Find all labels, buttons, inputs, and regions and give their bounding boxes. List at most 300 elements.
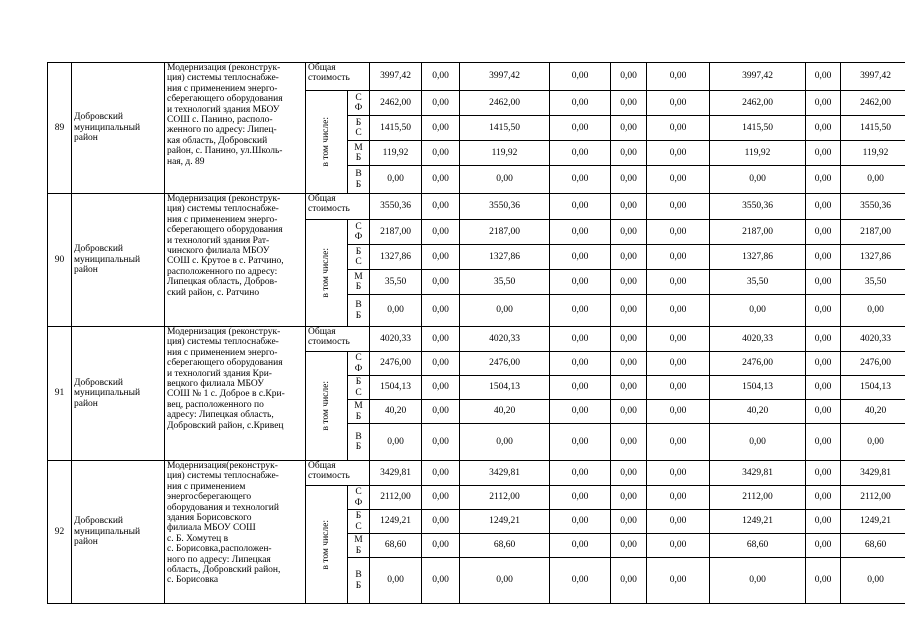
amount-cell: 1504,13 (841, 376, 905, 400)
funding-code-letter: Б (355, 545, 362, 556)
program-table (47, 62, 905, 604)
amount-cell: 0,00 (422, 461, 460, 486)
description-line: здания Борисовского (167, 513, 252, 524)
amount-cell: 0,00 (806, 295, 841, 327)
total-cost-label-line: стоимость (308, 204, 350, 215)
total-cost-label-line: стоимость (308, 337, 350, 348)
amount-cell: 40,20 (370, 400, 422, 424)
including-label-cell (306, 486, 348, 604)
description-line: ного по адресу: Липецкая (167, 554, 271, 565)
funding-code-letter: Б (355, 246, 362, 257)
entry-number: 92 (48, 461, 72, 604)
amount-cell: 0,00 (806, 352, 841, 376)
municipality-name: Добровский муниципальный район (72, 63, 165, 194)
amount-cell: 0,00 (611, 558, 647, 604)
amount-cell: 2112,00 (460, 486, 550, 510)
amount-cell: 119,92 (841, 141, 905, 166)
amount-cell: 0,00 (460, 558, 550, 604)
description-line: Липецкая область, Добров- (167, 277, 278, 288)
amount-cell: 0,00 (806, 461, 841, 486)
amount-cell: 2476,00 (710, 352, 806, 376)
amount-cell: 0,00 (806, 558, 841, 604)
amount-cell: 0,00 (611, 91, 647, 116)
amount-cell: 0,00 (422, 91, 460, 116)
funding-code-letter: М (354, 535, 363, 546)
amount-cell: 0,00 (550, 327, 611, 352)
amount-cell: 68,60 (370, 534, 422, 558)
funding-code-letter: С (355, 487, 362, 498)
amount-cell: 0,00 (422, 220, 460, 245)
amount-cell: 0,00 (806, 166, 841, 194)
funding-code-letter: Б (355, 179, 362, 190)
funding-code-letter: М (354, 401, 363, 412)
amount-cell: 0,00 (806, 220, 841, 245)
amount-cell: 0,00 (422, 400, 460, 424)
description-line: район, с. Панино, ул.Школь- (167, 146, 283, 157)
entry-number: 89 (48, 63, 72, 194)
description-line: ция) системы теплоснабже- (167, 471, 279, 482)
total-cost-label-line: стоимость (308, 471, 350, 482)
funding-code-letter: В (355, 431, 362, 442)
amount-cell: 0,00 (422, 116, 460, 141)
amount-cell: 0,00 (647, 270, 710, 295)
amount-cell: 0,00 (806, 327, 841, 352)
funding-code-letter: С (355, 257, 362, 267)
amount-cell: 0,00 (647, 220, 710, 245)
amount-cell: 0,00 (550, 116, 611, 141)
amount-cell: 0,00 (422, 327, 460, 352)
amount-cell: 4020,33 (710, 327, 806, 352)
amount-cell: 3550,36 (841, 194, 905, 220)
amount-cell: 1249,21 (841, 510, 905, 534)
description-line: сберегающего оборудования (167, 358, 283, 369)
amount-cell: 2187,00 (710, 220, 806, 245)
amount-cell: 0,00 (647, 245, 710, 270)
amount-cell: 0,00 (422, 352, 460, 376)
amount-cell: 0,00 (647, 486, 710, 510)
description-line: чинского филиала МБОУ (167, 246, 270, 257)
amount-cell: 0,00 (647, 295, 710, 327)
amount-cell: 0,00 (647, 558, 710, 604)
amount-cell: 0,00 (710, 295, 806, 327)
description-line: ция) системы теплоснабже- (167, 204, 279, 215)
project-description (165, 194, 306, 327)
description-line: ния с применением энерго- (167, 83, 278, 94)
funding-code-letter: Б (355, 442, 362, 452)
amount-cell: 1415,50 (841, 116, 905, 141)
funding-source-code (348, 270, 370, 295)
amount-cell: 0,00 (422, 141, 460, 166)
amount-cell: 0,00 (550, 63, 611, 91)
description-line: и технологий здания Кри- (167, 368, 272, 379)
total-cost-label-line: стоимость (308, 73, 350, 84)
including-label: в том числе: (321, 381, 332, 431)
amount-cell: 0,00 (422, 245, 460, 270)
funding-code-letter: М (354, 271, 363, 282)
amount-cell: 0,00 (370, 424, 422, 461)
funding-source-code (348, 486, 370, 510)
description-line: Модернизация (реконструк- (167, 194, 281, 204)
including-label: в том числе: (321, 519, 332, 570)
amount-cell: 0,00 (460, 295, 550, 327)
amount-cell: 0,00 (611, 327, 647, 352)
amount-cell: 0,00 (647, 461, 710, 486)
entry-total-row (48, 327, 905, 352)
amount-cell: 0,00 (550, 194, 611, 220)
funding-code-letter: Ф (354, 103, 363, 113)
total-cost-label (306, 194, 370, 220)
amount-cell: 0,00 (422, 534, 460, 558)
amount-cell: 0,00 (806, 534, 841, 558)
total-cost-label (306, 327, 370, 352)
funding-code-letter: Ф (354, 497, 363, 508)
amount-cell: 40,20 (841, 400, 905, 424)
amount-cell: 0,00 (370, 166, 422, 194)
amount-cell: 2187,00 (460, 220, 550, 245)
amount-cell: 0,00 (806, 270, 841, 295)
amount-cell: 4020,33 (370, 327, 422, 352)
amount-cell: 1249,21 (710, 510, 806, 534)
amount-cell: 0,00 (611, 63, 647, 91)
amount-cell: 0,00 (611, 534, 647, 558)
description-line: ский район, с. Ратчино (167, 287, 260, 298)
amount-cell: 0,00 (647, 116, 710, 141)
amount-cell: 1327,86 (841, 245, 905, 270)
amount-cell: 1415,50 (370, 116, 422, 141)
amount-cell: 0,00 (422, 558, 460, 604)
funding-source-code (348, 558, 370, 604)
including-label: в том числе: (321, 117, 332, 167)
amount-cell: 3429,81 (710, 461, 806, 486)
amount-cell: 0,00 (611, 295, 647, 327)
funding-code-letter: Б (355, 117, 362, 128)
amount-cell: 0,00 (611, 270, 647, 295)
including-label-cell (306, 220, 348, 327)
amount-cell: 0,00 (370, 295, 422, 327)
funding-source-code (348, 220, 370, 245)
amount-cell: 35,50 (460, 270, 550, 295)
amount-cell: 0,00 (611, 220, 647, 245)
total-cost-label-line: Общая (308, 63, 336, 73)
amount-cell: 0,00 (550, 534, 611, 558)
funding-code-letter: Ф (354, 232, 363, 242)
funding-code-letter: В (355, 300, 362, 311)
entry-total-row (48, 63, 905, 91)
amount-cell: 0,00 (460, 424, 550, 461)
amount-cell: 0,00 (611, 486, 647, 510)
amount-cell: 0,00 (710, 166, 806, 194)
description-line: СОШ № 1 с. Доброе в с.Кри- (167, 389, 285, 400)
amount-cell: 0,00 (550, 295, 611, 327)
description-line: ния с применением энерго- (167, 214, 278, 225)
amount-cell: 0,00 (611, 461, 647, 486)
amount-cell: 2112,00 (710, 486, 806, 510)
amount-cell: 0,00 (806, 486, 841, 510)
amount-cell: 0,00 (647, 534, 710, 558)
amount-cell: 3997,42 (710, 63, 806, 91)
funding-source-code (348, 295, 370, 327)
description-line: ная, д. 89 (167, 156, 205, 167)
amount-cell: 3997,42 (841, 63, 905, 91)
amount-cell: 0,00 (550, 376, 611, 400)
amount-cell: 3429,81 (460, 461, 550, 486)
amount-cell: 68,60 (710, 534, 806, 558)
funding-source-code (348, 166, 370, 194)
amount-cell: 0,00 (422, 424, 460, 461)
amount-cell: 68,60 (841, 534, 905, 558)
funding-code-letter: С (355, 92, 362, 103)
including-label: в том числе: (321, 248, 332, 298)
amount-cell: 0,00 (611, 400, 647, 424)
funding-source-code (348, 424, 370, 461)
description-line: с. Борисовка,расположен- (167, 544, 272, 555)
amount-cell: 0,00 (611, 116, 647, 141)
description-line: кая область, Добровский (167, 135, 268, 146)
amount-cell: 3997,42 (460, 63, 550, 91)
amount-cell: 0,00 (806, 245, 841, 270)
description-line: с. Б. Хомутец в (167, 533, 229, 544)
amount-cell: 2187,00 (370, 220, 422, 245)
amount-cell: 0,00 (611, 352, 647, 376)
description-line: адресу: Липецкая область, (167, 410, 274, 421)
amount-cell: 0,00 (550, 352, 611, 376)
funding-code-letter: Б (355, 310, 362, 321)
amount-cell: 0,00 (806, 424, 841, 461)
amount-cell: 2462,00 (370, 91, 422, 116)
funding-source-code (348, 245, 370, 270)
description-line: ция) системы теплоснабже- (167, 73, 279, 84)
description-line: женного по адресу: Липец- (167, 125, 277, 136)
description-line: вец, расположенного по (167, 399, 264, 410)
funding-source-code (348, 510, 370, 534)
amount-cell: 0,00 (647, 510, 710, 534)
amount-cell: 119,92 (370, 141, 422, 166)
amount-cell: 1504,13 (370, 376, 422, 400)
funding-source-code (348, 534, 370, 558)
amount-cell: 0,00 (806, 400, 841, 424)
description-line: Добровский район, с.Кривец (167, 420, 284, 431)
total-cost-label-line: Общая (308, 461, 336, 471)
funding-code-letter: В (355, 169, 362, 180)
amount-cell: 0,00 (647, 194, 710, 220)
including-label-cell (306, 91, 348, 194)
amount-cell: 0,00 (422, 166, 460, 194)
total-cost-label (306, 63, 370, 91)
municipality-name: Добровский муниципальный район (72, 194, 165, 327)
amount-cell: 3429,81 (841, 461, 905, 486)
amount-cell: 0,00 (550, 141, 611, 166)
amount-cell: 3550,36 (710, 194, 806, 220)
description-line: область, Добровский район, (167, 565, 281, 576)
amount-cell: 2462,00 (841, 91, 905, 116)
amount-cell: 0,00 (841, 166, 905, 194)
amount-cell: 2462,00 (710, 91, 806, 116)
amount-cell: 0,00 (422, 510, 460, 534)
description-line: сберегающего оборудования (167, 94, 283, 105)
amount-cell: 0,00 (611, 376, 647, 400)
amount-cell: 0,00 (647, 424, 710, 461)
amount-cell: 2476,00 (370, 352, 422, 376)
description-line: СОШ с. Крутое в с. Ратчино, (167, 256, 284, 267)
funding-code-letter: Б (355, 377, 362, 388)
amount-cell: 0,00 (647, 141, 710, 166)
amount-cell: 0,00 (841, 424, 905, 461)
description-line: СОШ с. Панино, располо- (167, 115, 273, 126)
amount-cell: 35,50 (370, 270, 422, 295)
amount-cell: 0,00 (647, 400, 710, 424)
amount-cell: 0,00 (550, 461, 611, 486)
amount-cell: 0,00 (422, 270, 460, 295)
description-line: вецкого филиала МБОУ (167, 379, 264, 390)
funding-code-letter: С (355, 128, 362, 138)
amount-cell: 0,00 (806, 63, 841, 91)
amount-cell: 1249,21 (460, 510, 550, 534)
amount-cell: 0,00 (422, 376, 460, 400)
funding-code-letter: Б (355, 511, 362, 522)
entry-number: 90 (48, 194, 72, 327)
amount-cell: 2187,00 (841, 220, 905, 245)
amount-cell: 0,00 (647, 352, 710, 376)
description-line: оборудования и технологий (167, 502, 279, 513)
description-line: Модернизация (реконструк- (167, 327, 281, 337)
amount-cell: 3550,36 (370, 194, 422, 220)
funding-code-letter: С (355, 221, 362, 232)
amount-cell: 2476,00 (460, 352, 550, 376)
amount-cell: 0,00 (806, 116, 841, 141)
description-line: с. Борисовка (167, 575, 219, 586)
description-line: ния с применением (167, 481, 246, 492)
amount-cell: 0,00 (550, 270, 611, 295)
total-cost-label-line: Общая (308, 194, 336, 204)
amount-cell: 3997,42 (370, 63, 422, 91)
amount-cell: 0,00 (370, 558, 422, 604)
description-line: ния с применением энерго- (167, 347, 278, 358)
amount-cell: 40,20 (710, 400, 806, 424)
amount-cell: 2462,00 (460, 91, 550, 116)
total-cost-label-line: Общая (308, 327, 336, 337)
entry-total-row (48, 194, 905, 220)
funding-code-letter: В (355, 570, 362, 581)
amount-cell: 0,00 (550, 558, 611, 604)
amount-cell: 0,00 (611, 510, 647, 534)
municipality-name: Добровский муниципальный район (72, 327, 165, 461)
municipality-name: Добровский муниципальный район (72, 461, 165, 604)
amount-cell: 0,00 (611, 245, 647, 270)
amount-cell: 0,00 (460, 166, 550, 194)
amount-cell: 0,00 (422, 295, 460, 327)
funding-code-letter: Ф (354, 363, 363, 374)
amount-cell: 0,00 (647, 166, 710, 194)
amount-cell: 0,00 (550, 91, 611, 116)
amount-cell: 0,00 (550, 245, 611, 270)
amount-cell: 0,00 (550, 486, 611, 510)
amount-cell: 68,60 (460, 534, 550, 558)
amount-cell: 0,00 (422, 63, 460, 91)
amount-cell: 0,00 (806, 91, 841, 116)
description-line: филиала МБОУ СОШ (167, 523, 256, 534)
funding-code-letter: М (354, 142, 363, 153)
project-description (165, 327, 306, 461)
funding-code-letter: Б (355, 153, 362, 163)
funding-code-letter: С (355, 353, 362, 364)
amount-cell: 1415,50 (460, 116, 550, 141)
amount-cell: 0,00 (611, 424, 647, 461)
amount-cell: 0,00 (611, 166, 647, 194)
amount-cell: 0,00 (806, 194, 841, 220)
amount-cell: 4020,33 (841, 327, 905, 352)
amount-cell: 0,00 (841, 295, 905, 327)
amount-cell: 0,00 (550, 166, 611, 194)
amount-cell: 35,50 (841, 270, 905, 295)
amount-cell: 1504,13 (710, 376, 806, 400)
funding-code-letter: Б (355, 282, 362, 292)
amount-cell: 1504,13 (460, 376, 550, 400)
funding-code-letter: С (355, 387, 362, 398)
amount-cell: 0,00 (647, 63, 710, 91)
funding-code-letter: С (355, 521, 362, 532)
amount-cell: 35,50 (710, 270, 806, 295)
amount-cell: 0,00 (611, 194, 647, 220)
description-line: ция) системы теплоснабже- (167, 337, 279, 348)
including-label-cell (306, 352, 348, 461)
amount-cell: 1327,86 (460, 245, 550, 270)
project-description (165, 461, 306, 604)
amount-cell: 2112,00 (841, 486, 905, 510)
amount-cell: 0,00 (806, 141, 841, 166)
amount-cell: 0,00 (550, 220, 611, 245)
amount-cell: 3429,81 (370, 461, 422, 486)
funding-source-code (348, 400, 370, 424)
amount-cell: 1327,86 (370, 245, 422, 270)
amount-cell: 0,00 (806, 510, 841, 534)
amount-cell: 1415,50 (710, 116, 806, 141)
amount-cell: 2112,00 (370, 486, 422, 510)
description-line: расположенного по адресу: (167, 266, 278, 277)
amount-cell: 0,00 (806, 376, 841, 400)
amount-cell: 1327,86 (710, 245, 806, 270)
amount-cell: 119,92 (460, 141, 550, 166)
amount-cell: 0,00 (422, 486, 460, 510)
funding-source-code (348, 376, 370, 400)
amount-cell: 0,00 (550, 510, 611, 534)
description-line: и технологий здания МБОУ (167, 104, 280, 115)
amount-cell: 0,00 (550, 424, 611, 461)
amount-cell: 1249,21 (370, 510, 422, 534)
amount-cell: 0,00 (550, 400, 611, 424)
amount-cell: 2476,00 (841, 352, 905, 376)
amount-cell: 0,00 (841, 558, 905, 604)
amount-cell: 40,20 (460, 400, 550, 424)
funding-code-letter: Б (355, 411, 362, 422)
description-line: Модернизация(реконструк- (167, 461, 278, 471)
amount-cell: 0,00 (710, 424, 806, 461)
funding-source-code (348, 352, 370, 376)
total-cost-label (306, 461, 370, 486)
description-line: сберегающего оборудования (167, 225, 283, 236)
amount-cell: 0,00 (611, 141, 647, 166)
amount-cell: 119,92 (710, 141, 806, 166)
entry-total-row (48, 461, 905, 486)
project-description (165, 63, 306, 194)
amount-cell: 0,00 (647, 376, 710, 400)
amount-cell: 0,00 (422, 194, 460, 220)
amount-cell: 0,00 (647, 327, 710, 352)
amount-cell: 0,00 (647, 91, 710, 116)
funding-code-letter: Б (355, 580, 362, 591)
description-line: Модернизация (реконструк- (167, 63, 281, 73)
funding-source-code (348, 116, 370, 141)
description-line: и технологий здания Рат- (167, 235, 270, 246)
